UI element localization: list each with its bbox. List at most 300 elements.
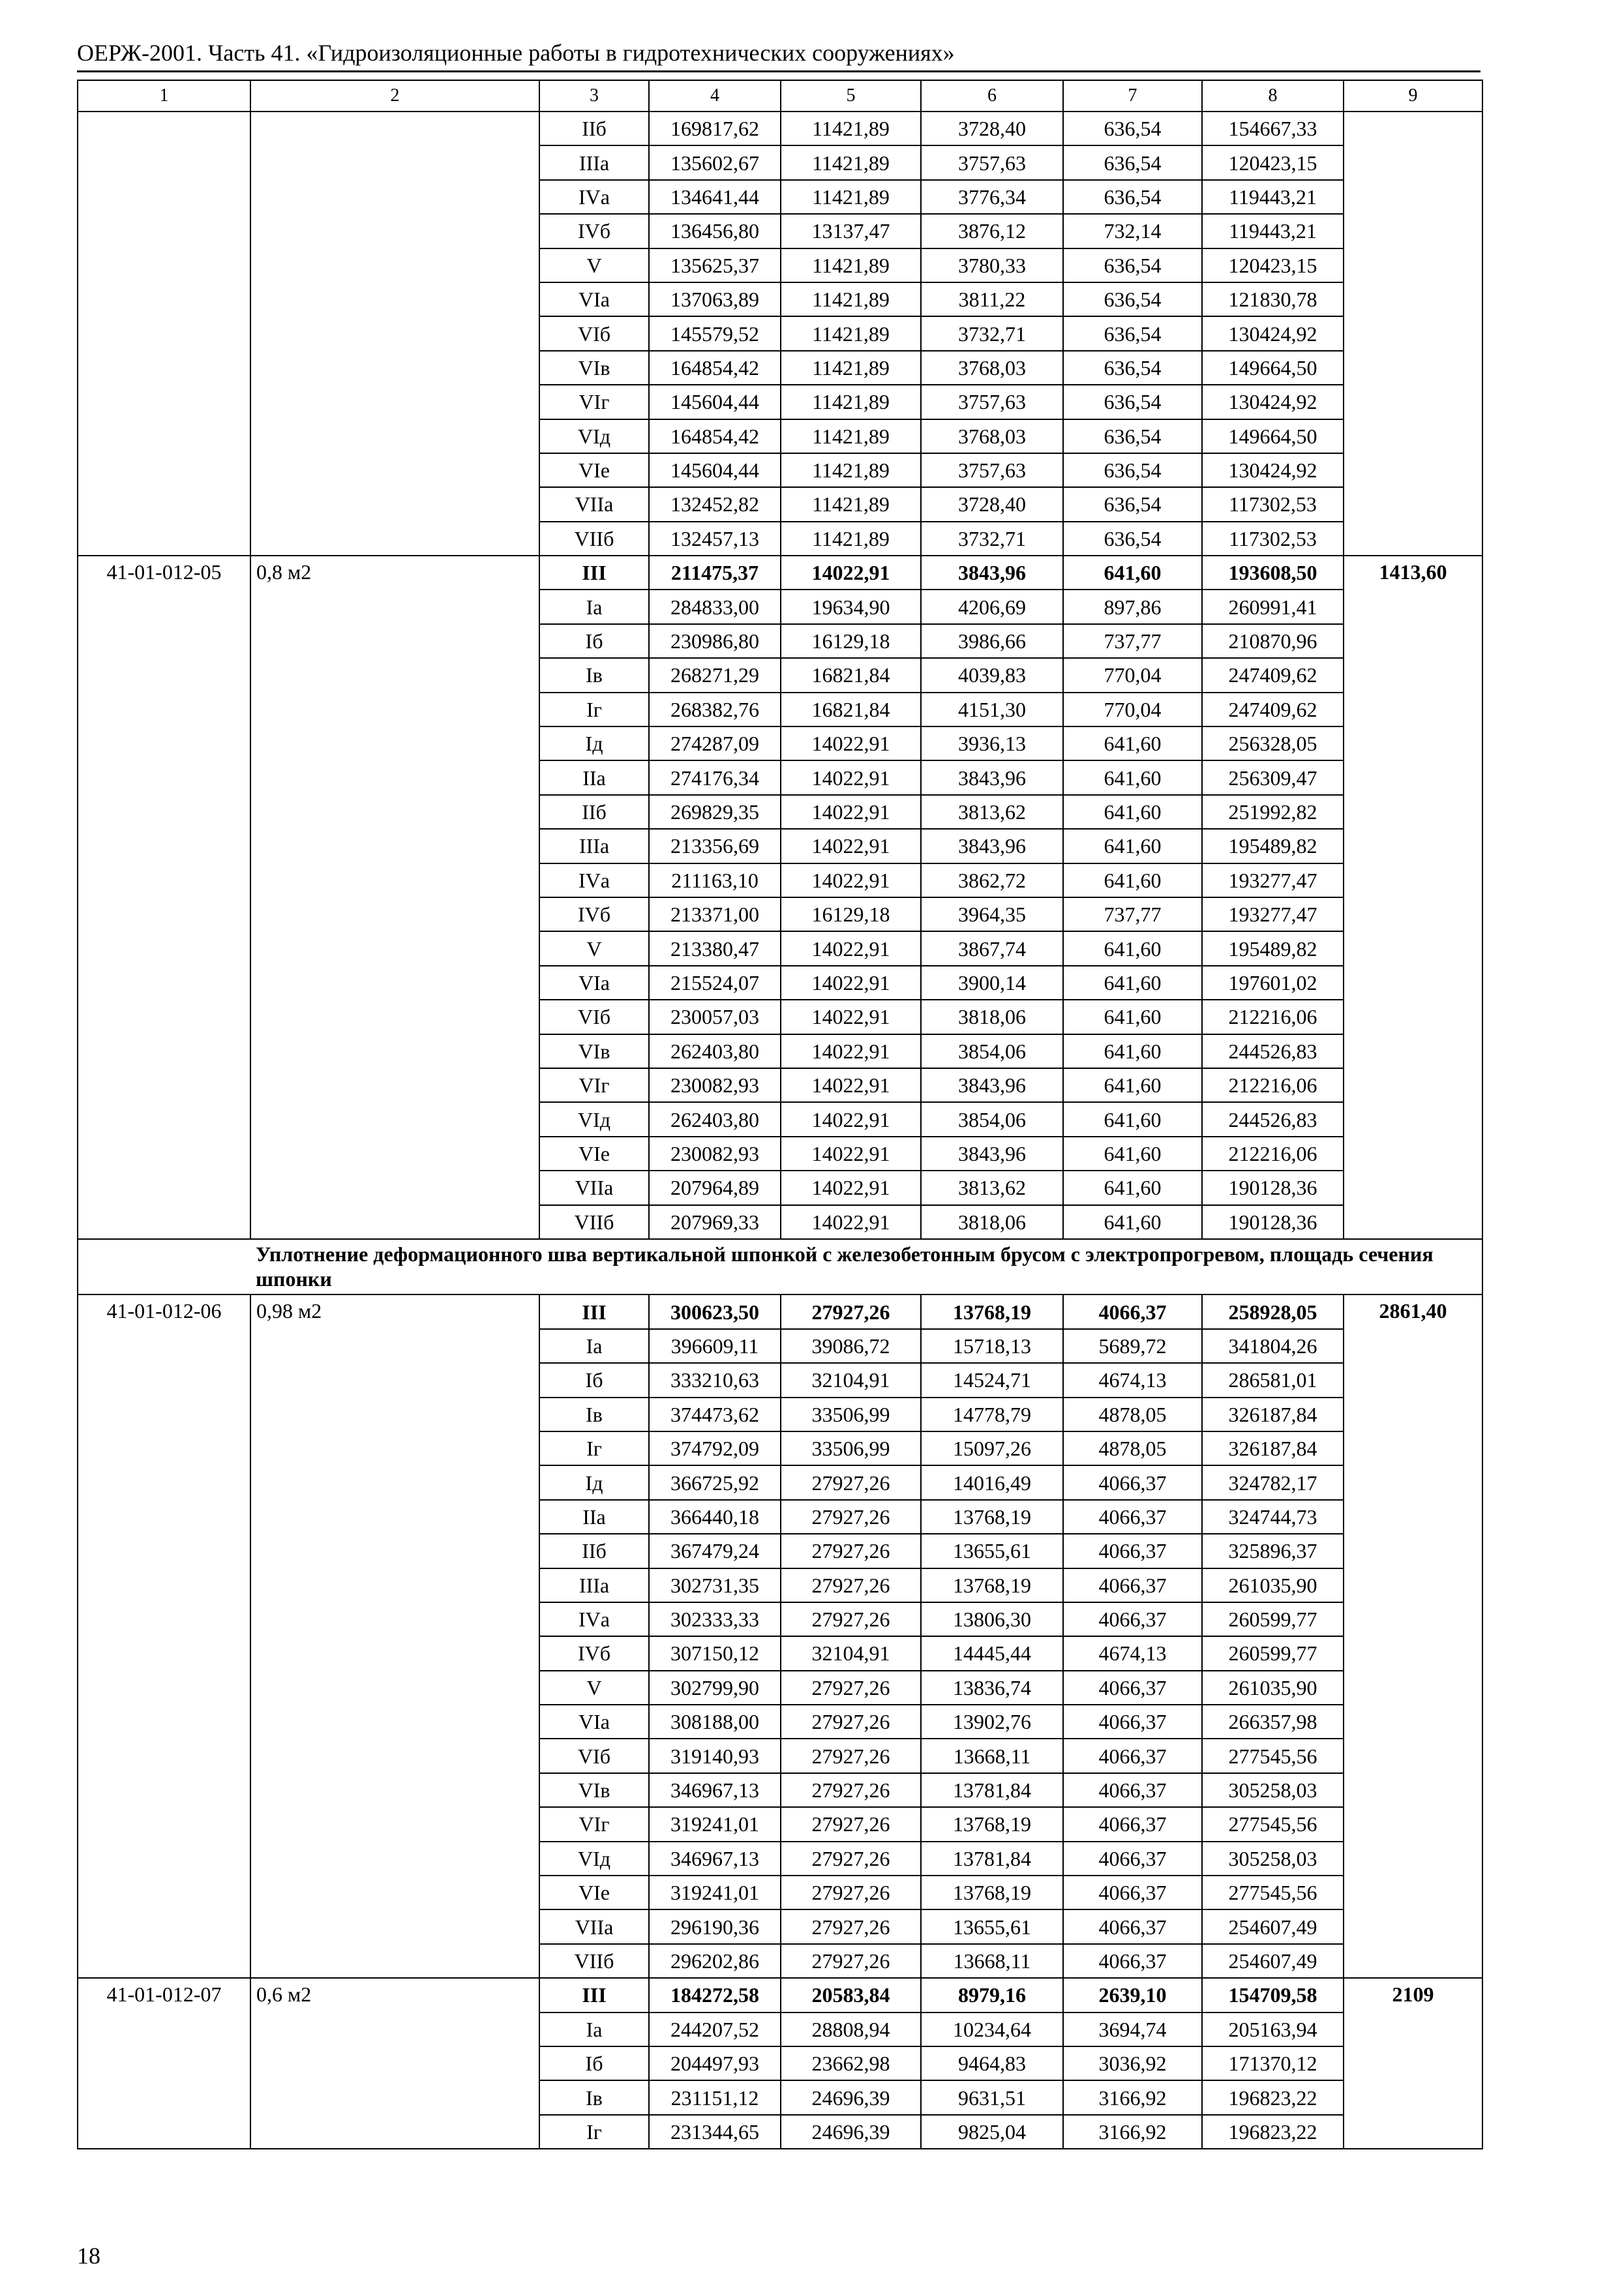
price-value: 39086,72 — [781, 1329, 921, 1363]
zone-code: IIIа — [539, 829, 649, 863]
price-value: 3843,96 — [921, 1137, 1063, 1171]
price-value: 13806,30 — [921, 1602, 1063, 1636]
price-value: 213380,47 — [649, 931, 781, 965]
price-value: 196823,22 — [1202, 2115, 1344, 2149]
price-value: 636,54 — [1063, 351, 1202, 385]
price-value: 4206,69 — [921, 590, 1063, 623]
price-value: 636,54 — [1063, 385, 1202, 419]
price-value: 211163,10 — [649, 863, 781, 897]
price-value: 230057,03 — [649, 1000, 781, 1034]
price-value: 230986,80 — [649, 624, 781, 658]
price-value: 3757,63 — [921, 385, 1063, 419]
price-value: 11421,89 — [781, 351, 921, 385]
column-number: 9 — [1344, 80, 1482, 112]
price-value: 641,60 — [1063, 726, 1202, 760]
price-value: 374792,09 — [649, 1431, 781, 1465]
col9-value: 1413,60 — [1344, 556, 1482, 1239]
price-value: 244207,52 — [649, 2012, 781, 2046]
price-value: 258928,05 — [1202, 1294, 1344, 1328]
zone-code: Iд — [539, 726, 649, 760]
column-number: 6 — [921, 80, 1063, 112]
price-value: 27927,26 — [781, 1739, 921, 1773]
price-value: 145604,44 — [649, 385, 781, 419]
price-value: 164854,42 — [649, 351, 781, 385]
price-value: 324782,17 — [1202, 1465, 1344, 1499]
price-value: 4878,05 — [1063, 1431, 1202, 1465]
price-value: 119443,21 — [1202, 180, 1344, 214]
column-number: 5 — [781, 80, 921, 112]
price-value: 11421,89 — [781, 385, 921, 419]
price-value: 3694,74 — [1063, 2012, 1202, 2046]
price-value: 145579,52 — [649, 316, 781, 350]
price-value: 134641,44 — [649, 180, 781, 214]
price-value: 11421,89 — [781, 522, 921, 556]
price-value: 4066,37 — [1063, 1739, 1202, 1773]
zone-code: VIв — [539, 351, 649, 385]
price-value: 641,60 — [1063, 1205, 1202, 1239]
price-value: 205163,94 — [1202, 2012, 1344, 2046]
price-value: 210870,96 — [1202, 624, 1344, 658]
zone-code: VIг — [539, 1807, 649, 1841]
price-value: 15718,13 — [921, 1329, 1063, 1363]
price-value: 27927,26 — [781, 1944, 921, 1978]
price-value: 207969,33 — [649, 1205, 781, 1239]
price-value: 195489,82 — [1202, 829, 1344, 863]
zone-code: Iв — [539, 1398, 649, 1431]
price-value: 641,60 — [1063, 1034, 1202, 1068]
price-value: 3986,66 — [921, 624, 1063, 658]
price-value: 300623,50 — [649, 1294, 781, 1328]
price-value: 244526,83 — [1202, 1034, 1344, 1068]
price-value: 254607,49 — [1202, 1944, 1344, 1978]
price-value: 14022,91 — [781, 760, 921, 794]
zone-code: IVа — [539, 863, 649, 897]
price-value: 193277,47 — [1202, 863, 1344, 897]
zone-code: VIIб — [539, 522, 649, 556]
price-value: 4066,37 — [1063, 1807, 1202, 1841]
price-value: 184272,58 — [649, 1978, 781, 2012]
price-value: 641,60 — [1063, 1102, 1202, 1136]
price-value: 3732,71 — [921, 316, 1063, 350]
row-code: 41-01-012-06 — [78, 1294, 250, 1978]
price-value: 4878,05 — [1063, 1398, 1202, 1431]
price-value: 16821,84 — [781, 693, 921, 726]
price-value: 32104,91 — [781, 1636, 921, 1670]
price-value: 11421,89 — [781, 180, 921, 214]
price-value: 296202,86 — [649, 1944, 781, 1978]
price-value: 13137,47 — [781, 214, 921, 248]
price-value: 341804,26 — [1202, 1329, 1344, 1363]
zone-code: VIа — [539, 966, 649, 1000]
price-value: 4674,13 — [1063, 1636, 1202, 1670]
price-value: 307150,12 — [649, 1636, 781, 1670]
zone-code: IVб — [539, 897, 649, 931]
price-value: 3818,06 — [921, 1205, 1063, 1239]
price-value: 641,60 — [1063, 863, 1202, 897]
zone-code: VIе — [539, 1876, 649, 1909]
price-value: 13768,19 — [921, 1807, 1063, 1841]
price-value: 3843,96 — [921, 760, 1063, 794]
price-value: 13668,11 — [921, 1944, 1063, 1978]
price-value: 13781,84 — [921, 1773, 1063, 1807]
price-value: 27927,26 — [781, 1500, 921, 1534]
row-code: 41-01-012-05 — [78, 556, 250, 1239]
price-value: 641,60 — [1063, 1171, 1202, 1204]
zone-code: Iг — [539, 1431, 649, 1465]
price-value: 346967,13 — [649, 1773, 781, 1807]
column-number: 7 — [1063, 80, 1202, 112]
price-value: 190128,36 — [1202, 1171, 1344, 1204]
price-value: 14524,71 — [921, 1363, 1063, 1397]
price-value: 319241,01 — [649, 1876, 781, 1909]
price-value: 636,54 — [1063, 419, 1202, 453]
price-value: 13668,11 — [921, 1739, 1063, 1773]
price-value: 132457,13 — [649, 522, 781, 556]
price-value: 130424,92 — [1202, 453, 1344, 487]
zone-code: VIв — [539, 1773, 649, 1807]
price-value: 27927,26 — [781, 1465, 921, 1499]
price-value: 230082,93 — [649, 1068, 781, 1102]
price-value: 4066,37 — [1063, 1705, 1202, 1739]
price-value: 231344,65 — [649, 2115, 781, 2149]
price-value: 119443,21 — [1202, 214, 1344, 248]
price-value: 3843,96 — [921, 829, 1063, 863]
zone-code: IIIа — [539, 145, 649, 179]
price-value: 269829,35 — [649, 795, 781, 829]
price-value: 33506,99 — [781, 1398, 921, 1431]
column-number: 8 — [1202, 80, 1344, 112]
price-value: 13768,19 — [921, 1500, 1063, 1534]
price-value: 247409,62 — [1202, 658, 1344, 692]
price-value: 641,60 — [1063, 931, 1202, 965]
column-number-row — [78, 80, 1482, 112]
price-value: 14022,91 — [781, 795, 921, 829]
zone-code: IIа — [539, 760, 649, 794]
price-value: 11421,89 — [781, 248, 921, 282]
zone-code: VIг — [539, 385, 649, 419]
price-value: 3854,06 — [921, 1034, 1063, 1068]
table-row — [78, 1978, 1482, 2012]
price-value: 274287,09 — [649, 726, 781, 760]
price-value: 4066,37 — [1063, 1602, 1202, 1636]
price-value: 14022,91 — [781, 829, 921, 863]
price-value: 284833,00 — [649, 590, 781, 623]
header-rule — [77, 70, 1481, 72]
price-value: 641,60 — [1063, 966, 1202, 1000]
price-value: 197601,02 — [1202, 966, 1344, 1000]
zone-code: III — [539, 1294, 649, 1328]
zone-code: IIIа — [539, 1568, 649, 1602]
price-value: 213356,69 — [649, 829, 781, 863]
price-value: 636,54 — [1063, 145, 1202, 179]
price-value: 3166,92 — [1063, 2080, 1202, 2114]
zone-code: VIIа — [539, 487, 649, 521]
price-value: 14022,91 — [781, 1000, 921, 1034]
price-value: 319140,93 — [649, 1739, 781, 1773]
price-value: 14022,91 — [781, 863, 921, 897]
price-value: 11421,89 — [781, 282, 921, 316]
zone-code: IVб — [539, 1636, 649, 1670]
price-value: 4066,37 — [1063, 1568, 1202, 1602]
price-value: 14445,44 — [921, 1636, 1063, 1670]
price-value: 636,54 — [1063, 487, 1202, 521]
price-value: 204497,93 — [649, 2046, 781, 2080]
price-value: 305258,03 — [1202, 1842, 1344, 1876]
price-value: 145604,44 — [649, 453, 781, 487]
price-value: 11421,89 — [781, 419, 921, 453]
zone-code: Iг — [539, 693, 649, 726]
price-value: 636,54 — [1063, 522, 1202, 556]
page-number: 18 — [77, 2243, 100, 2269]
zone-code: III — [539, 556, 649, 590]
price-value: 13768,19 — [921, 1876, 1063, 1909]
row-name: 0,98 м2 — [250, 1294, 539, 1978]
column-number: 3 — [539, 80, 649, 112]
price-value: 27927,26 — [781, 1534, 921, 1568]
price-value: 20583,84 — [781, 1978, 921, 2012]
price-value: 120423,15 — [1202, 145, 1344, 179]
price-value: 325896,37 — [1202, 1534, 1344, 1568]
price-value: 367479,24 — [649, 1534, 781, 1568]
price-value: 14016,49 — [921, 1465, 1063, 1499]
price-value: 3732,71 — [921, 522, 1063, 556]
price-value: 4066,37 — [1063, 1671, 1202, 1705]
price-value: 14778,79 — [921, 1398, 1063, 1431]
price-value: 4066,37 — [1063, 1773, 1202, 1807]
price-value: 19634,90 — [781, 590, 921, 623]
price-value: 13902,76 — [921, 1705, 1063, 1739]
zone-code: Iа — [539, 590, 649, 623]
price-value: 897,86 — [1063, 590, 1202, 623]
zone-code: VIв — [539, 1034, 649, 1068]
section-title: Уплотнение деформационного шва вертикальной шпонкой с железобетонным брусом с электропрогревом, площадь сечения шпонки — [250, 1239, 1482, 1295]
price-value: 130424,92 — [1202, 316, 1344, 350]
zone-code: Iа — [539, 1329, 649, 1363]
zone-code: IVа — [539, 1602, 649, 1636]
price-value: 641,60 — [1063, 1068, 1202, 1102]
price-value: 260599,77 — [1202, 1602, 1344, 1636]
price-value: 244526,83 — [1202, 1102, 1344, 1136]
price-value: 13655,61 — [921, 1909, 1063, 1943]
price-value: 11421,89 — [781, 316, 921, 350]
price-value: 636,54 — [1063, 112, 1202, 145]
price-value: 171370,12 — [1202, 2046, 1344, 2080]
price-value: 296190,36 — [649, 1909, 781, 1943]
column-number: 4 — [649, 80, 781, 112]
zone-code: VIг — [539, 1068, 649, 1102]
price-value: 27927,26 — [781, 1842, 921, 1876]
zone-code: VIIа — [539, 1171, 649, 1204]
price-value: 277545,56 — [1202, 1807, 1344, 1841]
price-value: 4066,37 — [1063, 1944, 1202, 1978]
price-value: 27927,26 — [781, 1909, 921, 1943]
price-value: 3854,06 — [921, 1102, 1063, 1136]
col9-value: 2109 — [1344, 1978, 1482, 2149]
zone-code: IVб — [539, 214, 649, 248]
price-value: 14022,91 — [781, 726, 921, 760]
price-value: 8979,16 — [921, 1978, 1063, 2012]
price-value: 14022,91 — [781, 1171, 921, 1204]
price-value: 15097,26 — [921, 1431, 1063, 1465]
price-value: 215524,07 — [649, 966, 781, 1000]
price-value: 374473,62 — [649, 1398, 781, 1431]
price-value: 13781,84 — [921, 1842, 1063, 1876]
price-value: 636,54 — [1063, 316, 1202, 350]
price-value: 277545,56 — [1202, 1876, 1344, 1909]
price-table-container — [77, 80, 1482, 2149]
price-value: 641,60 — [1063, 556, 1202, 590]
zone-code: IIб — [539, 795, 649, 829]
table-row — [78, 112, 1482, 145]
price-value: 16129,18 — [781, 897, 921, 931]
price-value: 11421,89 — [781, 145, 921, 179]
zone-code: IIб — [539, 1534, 649, 1568]
price-value: 4151,30 — [921, 693, 1063, 726]
price-value: 13655,61 — [921, 1534, 1063, 1568]
price-value: 277545,56 — [1202, 1739, 1344, 1773]
price-value: 3818,06 — [921, 1000, 1063, 1034]
price-value: 130424,92 — [1202, 385, 1344, 419]
price-value: 396609,11 — [649, 1329, 781, 1363]
price-value: 326187,84 — [1202, 1431, 1344, 1465]
page-header: ОЕРЖ-2001. Часть 41. «Гидроизоляционные работы в гидротехнических сооружениях» — [77, 40, 955, 66]
price-value: 11421,89 — [781, 112, 921, 145]
price-value: 117302,53 — [1202, 487, 1344, 521]
zone-code: VIа — [539, 282, 649, 316]
price-value: 190128,36 — [1202, 1205, 1344, 1239]
zone-code: VIб — [539, 1739, 649, 1773]
zone-code: V — [539, 931, 649, 965]
price-value: 3867,74 — [921, 931, 1063, 965]
price-value: 4066,37 — [1063, 1465, 1202, 1499]
price-value: 231151,12 — [649, 2080, 781, 2114]
price-value: 641,60 — [1063, 795, 1202, 829]
zone-code: Iг — [539, 2115, 649, 2149]
price-value: 305258,03 — [1202, 1773, 1344, 1807]
price-value: 319241,01 — [649, 1807, 781, 1841]
price-value: 196823,22 — [1202, 2080, 1344, 2114]
price-value: 261035,90 — [1202, 1671, 1344, 1705]
price-value: 268382,76 — [649, 693, 781, 726]
price-value: 346967,13 — [649, 1842, 781, 1876]
price-value: 3843,96 — [921, 1068, 1063, 1102]
price-value: 286581,01 — [1202, 1363, 1344, 1397]
price-value: 16129,18 — [781, 624, 921, 658]
price-table — [77, 80, 1483, 2149]
price-value: 366725,92 — [649, 1465, 781, 1499]
zone-code: VIб — [539, 1000, 649, 1034]
zone-code: VIIб — [539, 1944, 649, 1978]
col9-value — [1344, 112, 1482, 556]
zone-code: VIд — [539, 1842, 649, 1876]
price-value: 3843,96 — [921, 556, 1063, 590]
price-value: 28808,94 — [781, 2012, 921, 2046]
price-value: 326187,84 — [1202, 1398, 1344, 1431]
price-value: 13768,19 — [921, 1294, 1063, 1328]
price-value: 737,77 — [1063, 897, 1202, 931]
price-value: 3813,62 — [921, 795, 1063, 829]
price-value: 212216,06 — [1202, 1000, 1344, 1034]
price-value: 251992,82 — [1202, 795, 1344, 829]
price-value: 135602,67 — [649, 145, 781, 179]
price-value: 641,60 — [1063, 1000, 1202, 1034]
price-value: 9464,83 — [921, 2046, 1063, 2080]
price-value: 14022,91 — [781, 966, 921, 1000]
table-row — [78, 556, 1482, 590]
price-value: 636,54 — [1063, 282, 1202, 316]
price-value: 33506,99 — [781, 1431, 921, 1465]
price-value: 4066,37 — [1063, 1294, 1202, 1328]
price-value: 333210,63 — [649, 1363, 781, 1397]
price-value: 256328,05 — [1202, 726, 1344, 760]
section-title-blank — [78, 1239, 250, 1295]
row-name — [250, 112, 539, 556]
price-value: 3813,62 — [921, 1171, 1063, 1204]
price-value: 230082,93 — [649, 1137, 781, 1171]
price-value: 3776,34 — [921, 180, 1063, 214]
price-value: 27927,26 — [781, 1773, 921, 1807]
price-value: 262403,80 — [649, 1102, 781, 1136]
column-number: 2 — [250, 80, 539, 112]
price-value: 27927,26 — [781, 1876, 921, 1909]
price-value: 27927,26 — [781, 1807, 921, 1841]
price-value: 274176,34 — [649, 760, 781, 794]
price-value: 121830,78 — [1202, 282, 1344, 316]
price-value: 262403,80 — [649, 1034, 781, 1068]
price-value: 136456,80 — [649, 214, 781, 248]
zone-code: Iв — [539, 2080, 649, 2114]
price-value: 4066,37 — [1063, 1500, 1202, 1534]
zone-code: V — [539, 248, 649, 282]
price-value: 212216,06 — [1202, 1068, 1344, 1102]
price-value: 4066,37 — [1063, 1909, 1202, 1943]
price-value: 266357,98 — [1202, 1705, 1344, 1739]
price-value: 212216,06 — [1202, 1137, 1344, 1171]
price-value: 3768,03 — [921, 351, 1063, 385]
price-value: 195489,82 — [1202, 931, 1344, 965]
price-value: 14022,91 — [781, 1205, 921, 1239]
price-value: 3728,40 — [921, 487, 1063, 521]
price-value: 3936,13 — [921, 726, 1063, 760]
price-value: 193277,47 — [1202, 897, 1344, 931]
price-value: 24696,39 — [781, 2115, 921, 2149]
zone-code: V — [539, 1671, 649, 1705]
zone-code: VIд — [539, 419, 649, 453]
price-value: 14022,91 — [781, 1102, 921, 1136]
price-value: 256309,47 — [1202, 760, 1344, 794]
price-value: 268271,29 — [649, 658, 781, 692]
price-value: 3876,12 — [921, 214, 1063, 248]
zone-code: IVа — [539, 180, 649, 214]
price-value: 3036,92 — [1063, 2046, 1202, 2080]
price-value: 4066,37 — [1063, 1534, 1202, 1568]
price-value: 3900,14 — [921, 966, 1063, 1000]
price-value: 2639,10 — [1063, 1978, 1202, 2012]
price-value: 636,54 — [1063, 248, 1202, 282]
row-code: 41-01-012-07 — [78, 1978, 250, 2149]
price-value: 260991,41 — [1202, 590, 1344, 623]
price-value: 14022,91 — [781, 556, 921, 590]
zone-code: Iб — [539, 1363, 649, 1397]
price-value: 169817,62 — [649, 112, 781, 145]
price-value: 23662,98 — [781, 2046, 921, 2080]
price-value: 149664,50 — [1202, 351, 1344, 385]
price-value: 27927,26 — [781, 1294, 921, 1328]
price-value: 9631,51 — [921, 2080, 1063, 2114]
zone-code: VIб — [539, 316, 649, 350]
section-title-row — [78, 1239, 1482, 1295]
zone-code: VIе — [539, 453, 649, 487]
